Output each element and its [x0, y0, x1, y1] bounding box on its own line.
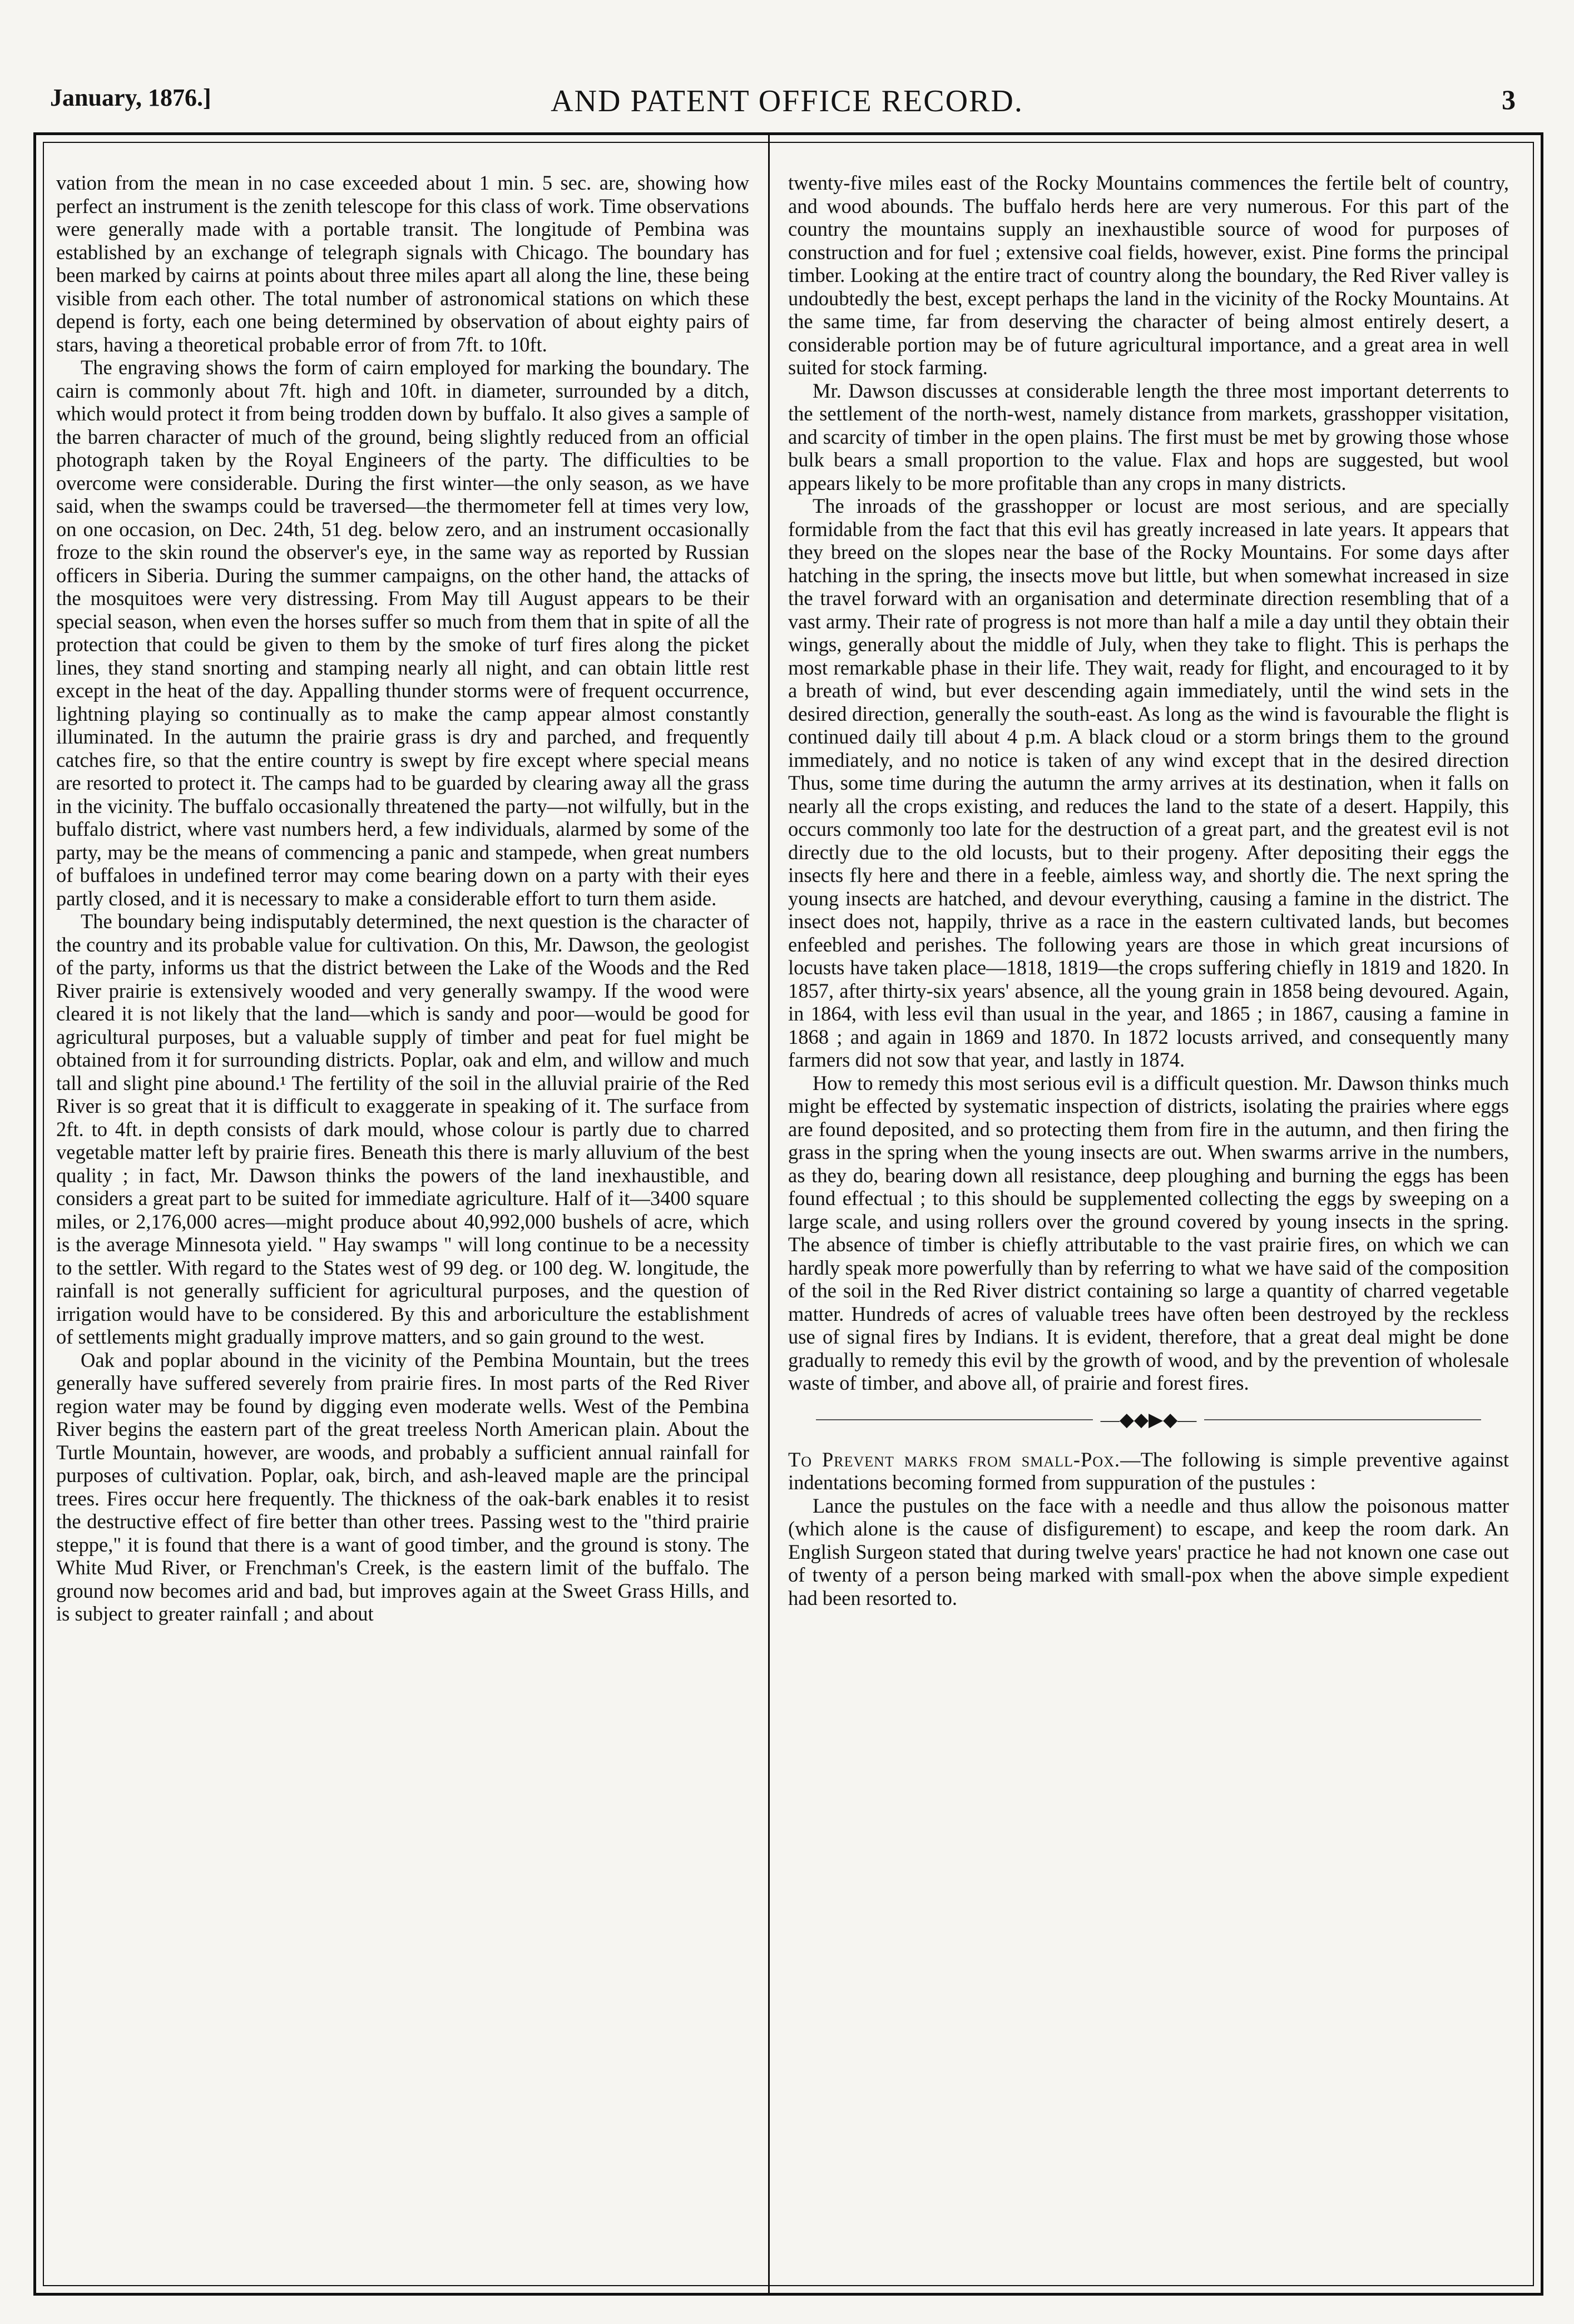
- smallpox-intro: —The following is simple preventive against indentations becoming formed from suppuration of the pustules :: [788, 1448, 1509, 1494]
- right-column: [788, 171, 1509, 2229]
- paragraph: The inroads of the grasshopper or locust are most serious, and are specially formidable from the fact that this evil has greatly increased in late years. It appears that they breed on the slopes near the base of the Rocky Mountains. For some days after hatching in the spring, the insects move but little, but when somewhat increased in size the travel forward with an organisation and determinate direction resembling that of a vast army. Their rate of progress is not more than half a mile a day until they obtain their wings, generally about the middle of July, when they take to flight. This is perhaps the most remarkable phase in their life. They wait, ready for flight, and encouraged to it by a breath of wind, but ever descending again immediately, until the wind sets in the desired direction, generally the south-east. As long as the wind is favourable the flight is continued daily till about 4 p.m. A black cloud or a storm brings them to the ground immediately, and no notice is taken of any wind except that in the desired direction Thus, some time during the autumn the army arrives at its destination, when it falls on nearly all the crops existing, and reduces the land to the state of a desert. Happily, this occurs commonly too late for the destruction of a great part, and the greatest evil is not directly due to the old locusts, but to their progeny. After depositing their eggs the insects fly here and there in a feeble, aimless way, and shortly die. The next spring the young insects are hatched, and devour everything, causing a famine in the district. The insect does not, happily, thrive as a race in the eastern cultivated lands, but becomes enfeebled and perishes. The following years are those in which great incursions of locusts have taken place—1818, 1819—the crops suffering chiefly in 1819 and 1820. In 1857, after thirty-six years' absence, all the young grain in 1858 being devoured. Again, in 1864, with less evil than usual in the year, and 1865 ; in 1867, causing a famine in 1868 ; and again in 1869 and 1870. In 1872 locusts arrived, and consequently many farmers did not sow that year, and lastly in 1874.: [788, 494, 1509, 1071]
- column-divider: [768, 135, 770, 2293]
- text-frame: [33, 132, 1543, 2296]
- smallpox-paragraph: [788, 1448, 1509, 1494]
- issue-date: January, 1876.]: [50, 84, 211, 111]
- paragraph: twenty-five miles east of the Rocky Mountains commences the fertile belt of country, and wood abounds. The buffalo herds here are very numerous. For this part of the country the mountains supply an inexhaustible source of wood for purposes of construction and for fuel ; extensive coal fields, however, exist. Pine forms the principal timber. Looking at the entire tract of country along the boundary, the Red River valley is undoubtedly the best, except perhaps the land in the vicinity of the Rocky Mountains. At the same time, far from deserving the character of being almost entirely desert, a considerable portion may be of future agricultural importance, and a great area in well suited for stock farming.: [788, 171, 1509, 379]
- paragraph: vation from the mean in no case exceeded about 1 min. 5 sec. are, showing how perfect an instrument is the zenith telescope for this class of work. Time observations were generally made with a portable transit. The longitude of Pembina was established by an exchange of telegraph signals with Chicago. The boundary has been marked by cairns at points about three miles apart all along the line, these being visible from each other. The total number of astronomical stations on which these depend is forty, each one being determined by observation of about eighty pairs of stars, having a theoretical probable error of from 7ft. to 10ft.: [56, 171, 749, 356]
- running-title: AND PATENT OFFICE RECORD.: [551, 84, 1023, 118]
- smallpox-heading: To Prevent marks from small-Pox.: [788, 1448, 1121, 1471]
- left-column: [56, 171, 749, 2229]
- paragraph: Lance the pustules on the face with a needle and thus allow the poisonous matter (which alone is the cause of disfigurement) to escape, and keep the room dark. An English Surgeon stated that during twelve years' practice he had not known one case out of twenty of a person being marked with small-pox when the above simple expedient had been resorted to.: [788, 1494, 1509, 1609]
- paragraph: The boundary being indisputably determined, the next question is the character of the country and its probable value for cultivation. On this, Mr. Dawson, the geologist of the party, informs us that the district between the Lake of the Woods and the Red River prairie is extensively wooded and very generally swampy. If the wood were cleared it is not likely that the land—which is sandy and poor—would be good for agricultural purposes, but a valuable supply of timber and peat for fuel might be obtained from it for surrounding districts. Poplar, oak and elm, and willow and much tall and slight pine abound.¹ The fertility of the soil in the alluvial prairie of the Red River is so great that it is difficult to exaggerate in speaking of it. The surface from 2ft. to 4ft. in depth consists of dark mould, whose colour is partly due to charred vegetable matter left by prairie fires. Beneath this there is marly alluvium of the best quality ; in fact, Mr. Dawson thinks the powers of the land inexhaustible, and considers a great part to be suited for immediate agriculture. Half of it—3400 square miles, or 2,176,000 acres—might produce about 40,992,000 bushels of acre, which is the average Minnesota yield. " Hay swamps " will long continue to be a necessity to the settler. With regard to the States west of 99 deg. or 100 deg. W. longitude, the rainfall is not generally sufficient for agricultural purposes, and the question of irrigation would have to be considered. By this and arboriculture the establishment of settlements might gradually improve matters, and so gain ground to the west.: [56, 910, 749, 1348]
- paragraph: The engraving shows the form of cairn employed for marking the boundary. The cairn is commonly about 7ft. high and 10ft. in diameter, surrounded by a ditch, which would protect it from being trodden down by buffalo. It also gives a sample of the barren character of much of the ground, being slightly reduced from an official photograph taken by the Royal Engineers of the party. The difficulties to be overcome were considerable. During the first winter—the only season, as we have said, when the swamps could be traversed—the thermometer fell at times very low, on one occasion, on Dec. 24th, 51 deg. below zero, and an instrument occasionally froze to the skin round the observer's eye, in the same way as reported by Russian officers in Siberia. During the summer campaigns, on the other hand, the attacks of the mosquitoes were very distressing. From May till August appears to be their special season, when even the horses suffer so much from them that in spite of all the protection that could be given to them by the smoke of turf fires along the picket lines, they stand snorting and stamping nearly all night, and can obtain little rest except in the heat of the day. Appalling thunder storms were of frequent occurrence, lightning playing so continually as to make the camp appear almost constantly illuminated. In the autumn the prairie grass is dry and parched, and frequently catches fire, so that the entire country is swept by fire except where special means are resorted to protect it. The camps had to be guarded by clearing away all the grass in the vicinity. The buffalo occasionally threatened the party—not wilfully, but in the buffalo district, where vast numbers herd, a few individuals, alarmed by some of the party, may be the means of commencing a panic and stampede, when great numbers of buffaloes in undefined terror may come bearing down on a party with their eyes partly closed, and it is necessary to make a considerable effort to turn them aside.: [56, 356, 749, 910]
- page-number: 3: [1502, 84, 1516, 115]
- paragraph: Mr. Dawson discusses at considerable length the three most important deterrents to the settlement of the north-west, namely distance from markets, grasshopper visitation, and scarcity of timber in the open plains. The first must be met by growing those whose bulk bears a small proportion to the value. Flax and hops are suggested, but wool appears likely to be more profitable than any crops in many districts.: [788, 379, 1509, 494]
- paragraph: How to remedy this most serious evil is a difficult question. Mr. Dawson thinks much might be effected by systematic inspection of districts, isolating the prairies where eggs are found deposited, and so protecting them from fire in the autumn, and then firing the grass in the spring when the young insects are out. When swarms arrive in the numbers, as they do, bearing down all resistance, deep ploughing and burning the eggs has been found effectual ; to this should be supplemented collecting the eggs by sweeping on a large scale, and using rollers over the ground covered by young insects in the spring. The absence of timber is chiefly attributable to the vast prairie fires, on which we can hardly speak more powerfully than by referring to what we have said of the composition of the soil in the Red River district containing so large a quantity of charred vegetable matter. Hundreds of acres of valuable trees have often been destroyed by the reckless use of signal fires by Indians. It is evident, therefore, that a great deal might be done gradually to remedy this evil by the growth of wood, and by the prevention of wholesale waste of timber, and above all, of prairie and forest fires.: [788, 1071, 1509, 1394]
- page-header: [50, 83, 1524, 133]
- paragraph: Oak and poplar abound in the vicinity of the Pembina Mountain, but the trees generally have suffered severely from prairie fires. In most parts of the Red River region water may be found by digging even moderate wells. West of the Pembina River begins the eastern part of the great treeless North American plain. About the Turtle Mountain, however, are woods, and probably a sufficient annual rainfall for purposes of cultivation. Poplar, oak, birch, and ash-leaved maple are the principal trees. Fires occur here frequently. The thickness of the oak-bark enables it to resist the destructive effect of fire better than other trees. Passing west to the "third prairie steppe," it is found that there is a want of good timber, and the ground is stony. The White Mud River, or Frenchman's Creek, is the eastern limit of the buffalo. The ground now becomes arid and bad, but improves again at the Sweet Grass Hills, and is subject to greater rainfall ; and about: [56, 1348, 749, 1625]
- ornament-glyph: —◆◆▶◆—: [1093, 1404, 1205, 1437]
- section-separator: [788, 1404, 1509, 1437]
